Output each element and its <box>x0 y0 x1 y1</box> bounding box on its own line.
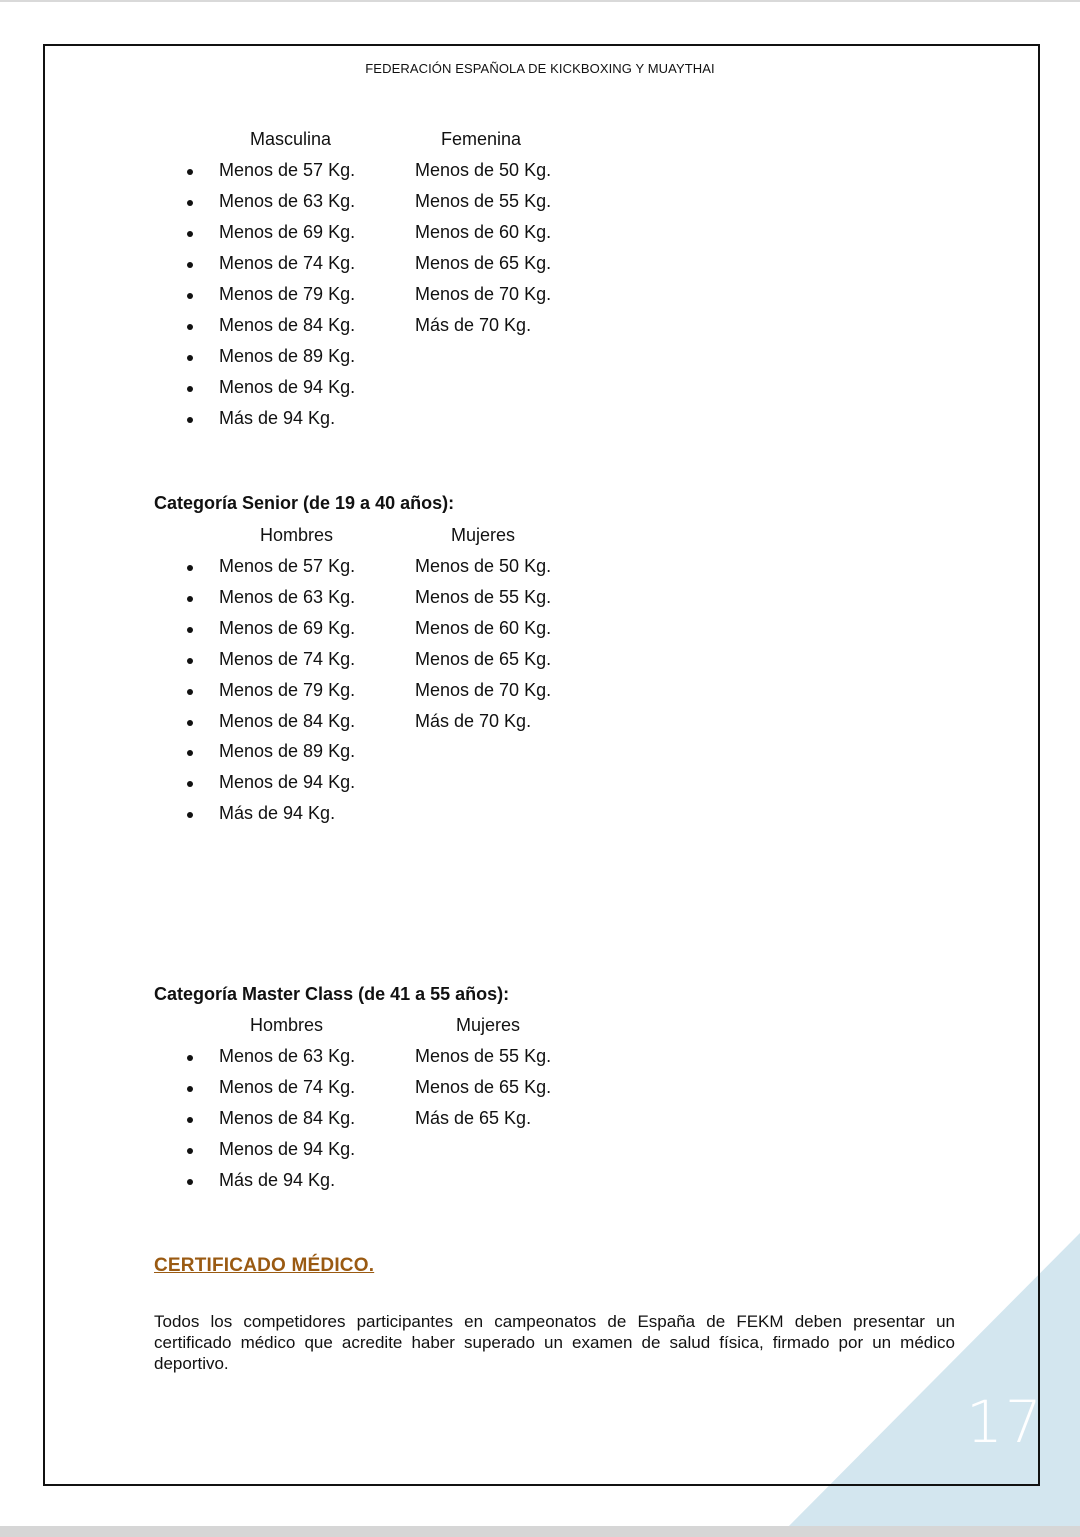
weight-female: Menos de 55 Kg. <box>415 1046 552 1066</box>
column-header-hombres-senior: Hombres <box>260 525 334 545</box>
bullet-icon <box>187 565 193 571</box>
bullet-icon <box>187 658 193 664</box>
bullet-icon <box>187 324 193 330</box>
weight-female: Menos de 70 Kg. <box>415 679 552 700</box>
weight-female: Menos de 65 Kg. <box>415 648 552 669</box>
bullet-icon <box>187 417 193 423</box>
bullet-icon <box>187 689 193 695</box>
list-item <box>0 160 600 184</box>
list-item <box>0 191 600 215</box>
bullet-icon <box>187 200 193 206</box>
bullet-icon <box>187 1086 193 1092</box>
bullet-icon <box>187 1179 193 1185</box>
list-item <box>0 556 600 580</box>
bullet-icon <box>187 1055 193 1061</box>
bullet-icon <box>187 720 193 726</box>
bullet-icon <box>187 750 193 756</box>
bullet-icon <box>187 1117 193 1123</box>
category-title-master: Categoría Master Class (de 41 a 55 años): <box>154 984 510 1004</box>
weight-female: Menos de 50 Kg. <box>415 556 552 576</box>
bullet-icon <box>187 231 193 237</box>
weight-male: Menos de 63 Kg. <box>219 191 356 211</box>
list-item <box>0 618 600 642</box>
weight-male: Menos de 57 Kg. <box>219 160 356 180</box>
weight-male: Menos de 74 Kg. <box>219 1077 356 1097</box>
weight-female: Menos de 55 Kg. <box>415 586 552 607</box>
weight-male: Menos de 94 Kg. <box>219 1139 356 1159</box>
list-item <box>0 284 600 308</box>
list-item <box>0 711 600 735</box>
weight-male: Menos de 74 Kg. <box>219 253 356 273</box>
page-number: 17 <box>966 1388 1044 1456</box>
list-item <box>0 1108 600 1132</box>
page-header: FEDERACIÓN ESPAÑOLA DE KICKBOXING Y MUAYTHAI <box>365 61 715 76</box>
weight-male: Menos de 69 Kg. <box>219 222 356 242</box>
list-item <box>0 315 600 339</box>
column-header-mujeres-master: Mujeres <box>456 1015 521 1035</box>
weight-female: Menos de 60 Kg. <box>415 222 552 242</box>
bullet-icon <box>187 812 193 818</box>
weight-female: Menos de 65 Kg. <box>415 253 552 273</box>
weight-male: Menos de 63 Kg. <box>219 1046 356 1066</box>
weight-male: Menos de 89 Kg. <box>219 741 356 762</box>
list-item <box>0 1139 600 1163</box>
bullet-icon <box>187 293 193 299</box>
weight-female: Menos de 55 Kg. <box>415 191 552 211</box>
bullet-icon <box>187 781 193 787</box>
weight-male: Menos de 74 Kg. <box>219 648 356 669</box>
bullet-icon <box>187 355 193 361</box>
bullet-icon <box>187 386 193 392</box>
weight-male: Menos de 84 Kg. <box>219 1108 356 1128</box>
bullet-icon <box>187 262 193 268</box>
weight-male: Menos de 84 Kg. <box>219 315 356 335</box>
list-item <box>0 680 600 704</box>
weight-male: Menos de 89 Kg. <box>219 346 356 366</box>
column-header-hombres-master: Hombres <box>250 1015 324 1035</box>
category-title-senior: Categoría Senior (de 19 a 40 años): <box>154 493 455 513</box>
list-item <box>0 649 600 673</box>
list-item <box>0 1077 600 1101</box>
list-item <box>0 587 600 611</box>
bullet-icon <box>187 169 193 175</box>
weight-female: Menos de 65 Kg. <box>415 1077 552 1097</box>
column-header-mujeres-senior: Mujeres <box>451 525 516 545</box>
weight-male: Menos de 69 Kg. <box>219 617 356 638</box>
list-item <box>0 253 600 277</box>
weight-male: Menos de 79 Kg. <box>219 679 356 700</box>
weight-female: Menos de 60 Kg. <box>415 617 552 638</box>
bullet-icon <box>187 596 193 602</box>
weight-male: Más de 94 Kg. <box>219 1170 336 1190</box>
list-item <box>0 772 600 796</box>
list-item <box>0 803 600 827</box>
weight-female: Menos de 50 Kg. <box>415 160 552 180</box>
weight-female: Más de 70 Kg. <box>415 315 532 335</box>
list-item <box>0 741 600 765</box>
list-item <box>0 408 600 432</box>
bullet-icon <box>187 1148 193 1154</box>
certificate-title: CERTIFICADO MÉDICO. <box>154 1255 375 1276</box>
weight-male: Más de 94 Kg. <box>219 408 336 428</box>
list-item <box>0 377 600 401</box>
weight-female: Más de 65 Kg. <box>415 1108 532 1128</box>
weight-male: Menos de 57 Kg. <box>219 556 356 576</box>
column-header-femenina: Femenina <box>441 129 522 149</box>
weight-female: Más de 70 Kg. <box>415 710 532 731</box>
weight-male: Menos de 94 Kg. <box>219 377 356 397</box>
weight-male: Menos de 63 Kg. <box>219 586 356 607</box>
weight-male: Menos de 94 Kg. <box>219 772 356 793</box>
bullet-icon <box>187 627 193 633</box>
weight-male: Menos de 79 Kg. <box>219 284 356 304</box>
list-item <box>0 222 600 246</box>
list-item <box>0 1170 600 1194</box>
certificate-paragraph: Todos los competidores participantes en campeonatos de España de FEKM deben presentar un certificado médico que acredite haber superado un examen de salud física, firmado por un médico deportivo. <box>154 1312 955 1373</box>
list-item <box>0 346 600 370</box>
weight-male: Más de 94 Kg. <box>219 803 336 824</box>
list-item <box>0 1046 600 1070</box>
weight-female: Menos de 70 Kg. <box>415 284 552 304</box>
weight-male: Menos de 84 Kg. <box>219 710 356 731</box>
bottom-band <box>0 1526 1080 1537</box>
column-header-masculina: Masculina <box>250 129 332 149</box>
